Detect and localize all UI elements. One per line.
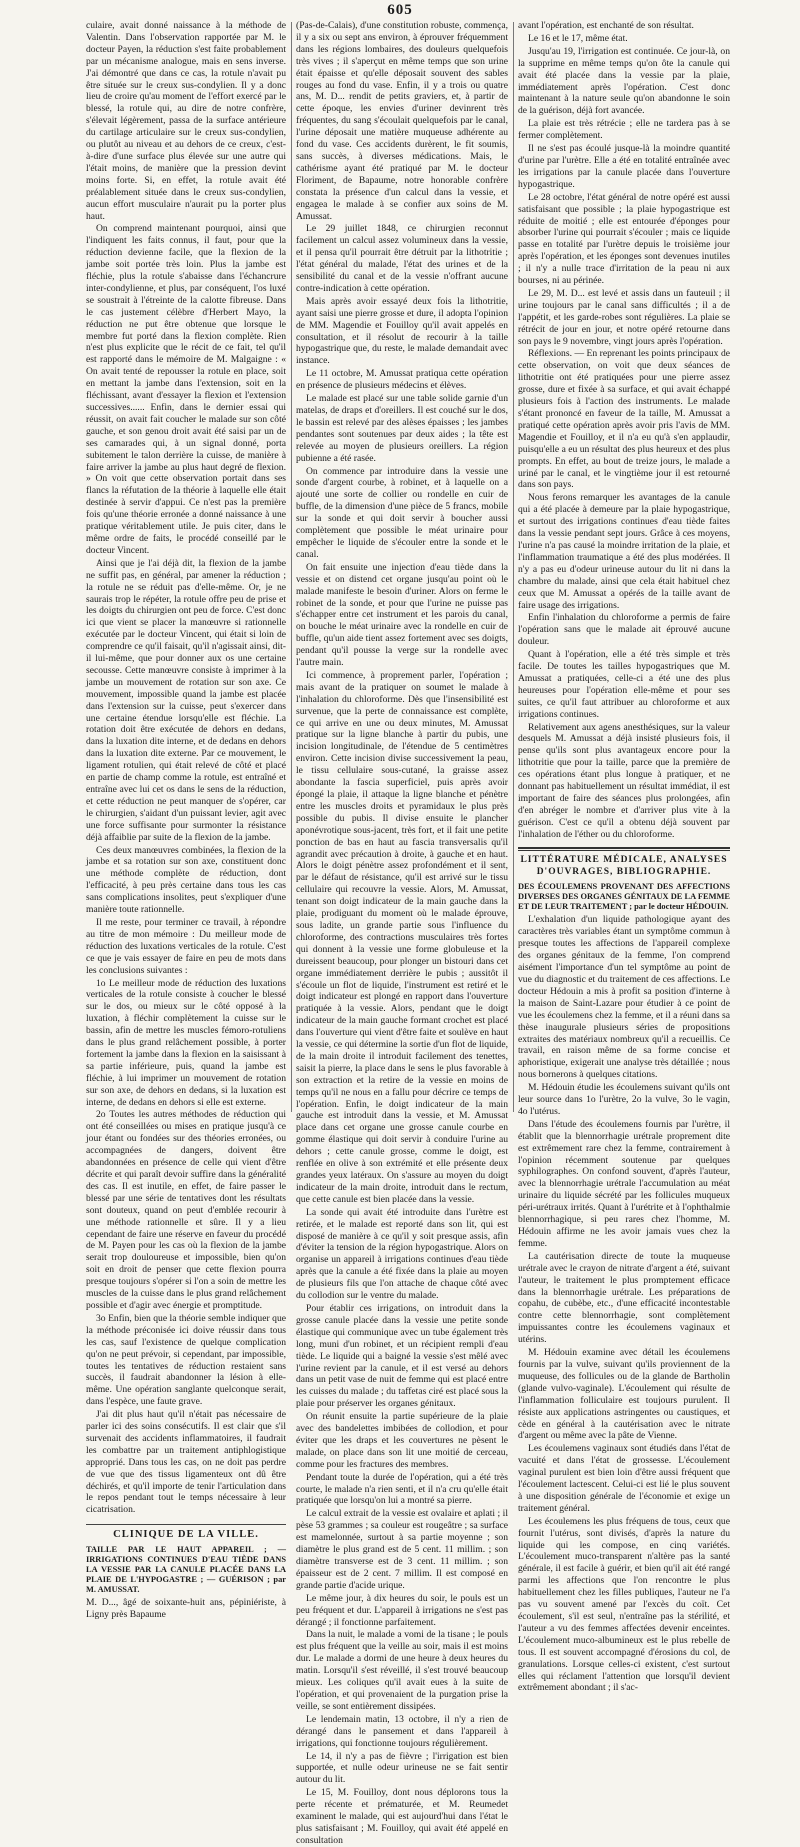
section-title: CLINIQUE DE LA VILLE. (86, 1524, 286, 1541)
column-2-body (296, 20, 508, 1847)
paragraph: Pendant toute la durée de l'opération, qui a été très courte, le malade n'a rien senti, et il n'a cru qu'elle était pratiquée que lorsqu'on lui a montré sa pierre. (296, 1471, 508, 1507)
column-3 (518, 20, 730, 1694)
paragraph: Le 11 octobre, M. Amussat pratiqua cette opération en présence de plusieurs médecins et élèves. (296, 368, 508, 392)
column-1-body (86, 20, 286, 1516)
paragraph: Le 16 et le 17, même état. (528, 32, 628, 44)
paragraph: Le 28 octobre, l'état général de notre opéré est aussi satisfaisant que possible ; la plaie hypogastrique est réduite de moitié ; elle est entourée d'éponges pour absorber l'urine qui pourrait s'écouler ; mais ce liquide passe en totalité par l'urètre depuis le troisième jour après l'opération, et les éponges sont devenues inutiles ; il n'y a nulle trace d'irritation de la peau ni aux bourses, ni au périnée. (518, 191, 730, 287)
paragraph: Le 29, M. D... est levé et assis dans un fauteuil ; il urine toujours par le canal sans difficultés ; il a de l'appétit, et les garde-robes sont régulières. La plaie se rétrécit de jour en jour, et notre opéré retourne dans son pays le 9 novembre, vingt jours après l'opération. (518, 287, 730, 347)
literature-body (518, 914, 730, 1694)
paragraph: Quant à l'opération, elle a été très simple et très facile. De toutes les tailles hypogastriques que M. Amussat a pratiquées, celle-ci a été une des plus heureuses pour l'opération elle-même et pour ses suites, ce qu'il faut attribuer au chloroforme et aux irrigations continues. (518, 649, 730, 720)
paragraph: Pour établir ces irrigations, on introduit dans la grosse canule placée dans la vessie une petite sonde élastique qui communique avec un tube également très long, muni d'un robinet, et un récipient rempli d'eau tiède. Le liquide qui a baigné la vessie s'est mêlé avec l'urine revient par la canule, et il est versé au dehors dans un petit vase de nuit de femme qui est placé entre les cuisses du malade ; du taffetas ciré est placé sous la plaie pour préserver les organes génitaux. (296, 1302, 508, 1410)
paragraph: Le 29 juillet 1848, ce chirurgien reconnut facilement un calcul assez volumineux dans la vessie, et il pensa qu'il pourrait être détruit par la lithotritie ; l'état général du malade, l'état des urines et de la sensibilité du canal et de la vessie n'offrant aucune contre-indication à cette opération. (296, 223, 508, 294)
paragraph: J'ai dit plus haut qu'il n'était pas nécessaire de parler ici des soins consécutifs. Il est clair que s'il survenait des accidents inflammatoires, il faudrait les combattre par un traitement antiphlogistique approprié. Dans tous les cas, on ne doit pas perdre de vue que des tissus ligamenteux ont dû être déchirés, et qu'il importe de tenir l'articulation dans le repos pendant tout le temps nécessaire à leur cicatrisation. (86, 1409, 286, 1516)
column-1 (86, 20, 286, 1621)
paragraph: La cautérisation directe de toute la muqueuse urétrale avec le crayon de nitrate d'argent a été, suivant l'auteur, le traitement le plus promptement efficace dans la blennorrhagie urétrale. Les préparations de copahu, de cubèbe, etc., d'une efficacité incontestable contre cette blennorrhagie, sont complètement impuissantes contre les écoulemens vaginaux et utérins. (518, 1250, 730, 1346)
paragraph: 2o Toutes les autres méthodes de réduction qui ont été conseillées ou mises en pratique jusqu'à ce jour étant ou fondées sur des théories erronées, ou accompagnées de dangers, doivent être abandonnées en présence de celle qui vient d'être décrite et qui paraît devoir suffire dans la généralité des cas. Il est inutile, en effet, de faire passer le blessé par une série de tentatives dont les résultats sont douteux, quand on peut d'emblée recourir à une méthode rationnelle et sûre. Il y a lieu cependant de faire une réserve en faveur du procédé de M. Payen pour les cas où la flexion de la jambe serait trop douloureuse et impossible, bien qu'on soit en droit de penser que cette flexion pourra presque toujours s'opérer si l'on a soin de mettre les muscles de la cuisse dans le plus grand relâchement possible et d'agir avec énergie et promptitude. (86, 1109, 286, 1311)
paragraph: On commence par introduire dans la vessie une sonde d'argent courbe, à robinet, et à laquelle on a ajouté une sorte de collier ou rondelle en cuir de buffle, de la dimension d'une pièce de 5 francs, mobile sur la sonde et qui doit servir à boucher aussi complètement que possible le méat urinaire pour empêcher le liquide de s'écouler entre la sonde et le canal. (296, 465, 508, 560)
paragraph: Le 15, M. Fouilloy, dont nous déplorons tous la perte récente et prématurée, et M. Reumedet examinent le malade, qui est aujourd'hui dans l'état le plus satisfaisant ; M. Fouilloy, qui avait été appelé en consultation (296, 1787, 508, 1846)
paragraph: M. Hédouin étudie les écoulemens suivant qu'ils ont leur source dans 1o l'urètre, 2o la vulve, 3o le vagin, 4o l'utérus. (518, 1082, 730, 1117)
paragraph: Nous ferons remarquer les avantages de la canule qui a été placée à demeure par la plaie hypogastrique, et surtout des irrigations continues d'eau tiède faites dans la vessie pendant sept jours. Grâce à ces moyens, l'urine n'a pas causé la moindre irritation de la plaie, et l'inflammation traumatique a été des plus modérées. Il n'y a pas eu d'odeur urineuse autour du lit ni dans la chambre du malade, ainsi que cela était habituel chez ceux que M. Amussat a opérés de la taille avant de faire usage des irrigations. (518, 492, 730, 611)
paragraph: (Pas-de-Calais), d'une constitution robuste, commença, il y a six ou sept ans environ, à éprouver fréquemment dans les régions lombaires, des douleurs quelquefois très vives ; il s'aperçut en même temps que son urine était épaisse et qu'elle déposait souvent des sables rouges au fond du vase. Enfin, il y a trois ou quatre ans, M. D... rendit de petits graviers, et, à partir de cette époque, les envies d'uriner devinrent très fréquentes, du sang s'écoulait quelquefois par le canal, l'urine déposait une matière muqueuse adhérente au fond du vase. Ces accidents durèrent, le fit soumis, sans succès, à diverses médications. Mais, le cathérisme ayant été pratiqué par M. le docteur Floriment, de Bapaume, notre honorable confrère constata la présence d'un calcul dans la vessie, et engagea le malade à se confier aux soins de M. Amussat. (296, 20, 508, 222)
paragraph: Jusqu'au 19, l'irrigation est continuée. Ce jour-là, on la supprime en même temps qu'on ôte la canule qui avait été placée dans la vessie par la plaie, immédiatement après l'opération. C'est donc maintenant à la nature seule qu'on abandonne le soin de la guérison, déjà fort avancée. (518, 45, 730, 117)
paragraph: Les écoulemens les plus fréquens de tous, ceux que fournit l'utérus, sont divisés, d'après la nature du liquide qui les compose, en cinq variétés. L'écoulement muco-transparent n'altère pas la santé générale, il est facile à guérir, et bien qu'il ait été rangé parmi les affections que l'on rencontre le plus habituellement chez les filles publiques, l'auteur ne l'a pas vu souvent amené par l'excès du coït. Cet écoulement, s'il est seul, n'entraîne pas la stérilité, et l'auteur a vu des femmes affectées devenir enceintes. L'écoulement muco-albumineux est le plus rebelle de tous. Il est souvent accompagné d'érosions du col, de granulations. Lorsque celles-ci existent, c'est surtout elles qui réclament l'attention que lorsqu'il devient extrêmement abondant ; il s'ac- (518, 1515, 730, 1694)
page-number: 605 (387, 2, 413, 18)
paragraph: Enfin l'inhalation du chloroforme a permis de faire l'opération sans que le malade ait éprouvé aucune douleur. (518, 612, 730, 648)
column-divider (291, 22, 292, 1112)
paragraph: On comprend maintenant pourquoi, ainsi que l'indiquent les faits connus, il faut, pour que la réduction devienne facile, que la flexion de la jambe soit portée très loin. Plus la jambe est fléchie, plus la rotule s'abaisse dans l'échancrure inter-condylienne, et plus, par conséquent, l'os luxé se soustrait à l'étreinte de la calotte fibreuse. Dans le cas justement célèbre d'Herbert Mayo, la réduction ne put être obtenue que lorsque le membre fut porté dans la flexion complète. Rien n'est plus explicite que le récit de ce fait, tel qu'il est rapporté dans le mémoire de M. Malgaigne : « On avait tenté de repousser la rotule en place, soit en mettant la jambe dans l'extension, soit en la fléchissant, avant d'essayer la flexion et l'extension successives...... Enfin, dans le dernier essai qui réussit, on avait fait coucher le malade sur son côté gauche, et son genou droit avait été saisi par un de ses camarades qui, à un signal donné, porta subitement le talon derrière la cuisse, de manière à faire arriver la jambe au plus haut degré de flexion. » On voit que cette observation portait dans ses flancs la réfutation de la théorie à laquelle elle était destinée à servir d'appui. Ce n'est pas la première fois qu'une théorie erronée a donné naissance à une pratique véritablement utile. Je puis citer, dans le même ordre de faits, le procédé conseillé par le docteur Vincent. (86, 223, 286, 556)
paragraph: Il me reste, pour terminer ce travail, à répondre au titre de mon mémoire : Du meilleur mode de réduction des luxations verticales de la rotule. C'est ce que je vais essayer de faire en peu de mots dans les conclusions suivantes : (86, 916, 286, 976)
paragraph: Le calcul extrait de la vessie est ovalaire et aplati ; il pèse 53 grammes ; sa couleur est rougeâtre ; sa surface est mamelonnée, surtout à sa partie moyenne ; son diamètre le plus grand est de 5 cent. 11 millim. ; son diamètre transverse est de 3 cent. 11 millim. ; son épaisseur est de 2 cent. 7 millim. Il est composé en grande partie d'acide urique. (296, 1508, 508, 1591)
column-2 (296, 20, 508, 1846)
paragraph: 1o Le meilleur mode de réduction des luxations verticales de la rotule consiste à coucher le blessé sur le dos, ou mieux sur le côté opposé à la luxation, à fléchir complètement la cuisse sur le bassin, afin de mettre les muscles fémoro-rotuliens dans le plus grand relâchement possible, à porter fortement la jambe dans la flexion en la saisissant à sa partie inférieure, puis, quand la jambe est fléchie, à lui imprimer un mouvement de rotation sur son axe, de dehors en dedans, si la luxation est interne, de dedans en dehors si elle est externe. (86, 977, 286, 1108)
paragraph: Le même jour, à dix heures du soir, le pouls est un peu fréquent et dur. L'appareil à irrigations ne s'est pas dérangé ; il fonctionne parfaitement. (296, 1592, 508, 1628)
section-rule (518, 847, 730, 851)
paragraph: culaire, avait donné naissance à la méthode de Valentin. Dans l'observation rapportée par M. le docteur Payen, la réduction s'est faite probablement par un mécanisme analogue, mais en sens inverse. J'ai démontré que dans ce cas, la rotule n'avait pu être située sur le creux sus-condylien. Il y a donc lieu de croire qu'au moment de l'effort exercé par le blessé, la rotule qui, au dire de notre confrère, s'élevait légèrement, passa de la surface antérieure du cartilage articulaire sur le creux sus-condylien, ou plutôt au niveau et au dehors de ce creux, c'est-à-dire d'une surface plus élevée sur une autre qui l'était moins, de manière que la pression devint moins forte. Si, en effet, la rotule avait été préalablement située dans le creux sus-condylien, aucun effort musculaire n'aurait pu la porter plus haut. (86, 20, 286, 222)
paragraph: La sonde qui avait été introduite dans l'urètre est retirée, et le malade est reporté dans son lit, qui est disposé de manière à ce qu'il y soit presque assis, afin d'éviter la tension de la région hypogastrique. Alors on organise un appareil à irrigations continues d'eau tiède après que la canule a été fixée dans la plaie au moyen de plusieurs fils que l'on attache de chaque côté avec du collodion sur le ventre du malade. (296, 1206, 508, 1302)
paragraph: Mais après avoir essayé deux fois la lithotritie, ayant saisi une pierre grosse et dure, il adopta l'opinion de MM. Magendie et Fouilloy qu'il avait appelés en consultation, et il résolut de recourir à la taille hypogastrique que, du reste, le malade demandait avec instance. (296, 295, 508, 367)
paragraph: Relativement aux agens anesthésiques, sur la valeur desquels M. Amussat a déjà insisté plusieurs fois, il pense qu'ils sont plus avantageux encore pour la lithotritie que pour la taille, parce que la première de ces opérations étant plus longue à pratiquer, et ne donnant pas habituellement un résultat immédiat, il est important de faire des séances plus prolongées, afin d'en abréger le nombre et d'arriver plus vite à la guérison. C'est ce qu'il a obtenu déjà souvent par l'inhalation de l'éther ou du chloroforme. (518, 721, 730, 840)
paragraph: Ainsi que je l'ai déjà dit, la flexion de la jambe ne suffit pas, en général, par amener la réduction ; la rotule ne se réduit pas d'elle-même. Or, je ne saurais trop le répéter, la rotule offre peu de prise et les doigts du chirurgien ont peu de force. C'est donc ici que vient se placer la manœuvre si rationnelle exécutée par le docteur Vincent, qui était si loin de comprendre ce qu'il faisait, qu'il n'agissait ainsi, dit-il lui-même, que pour donner aux os une certaine secousse. Cette manœuvre consiste à imprimer à la jambe un mouvement de rotation sur son axe. Ce mouvement, impossible quand la jambe est placée dans l'extension sur la cuisse, peut s'exercer dans une certaine étendue lorsqu'elle est fléchie. La rotation doit être exécutée de dehors en dedans, dans la luxation dite interne, et de dedans en dehors dans la luxation dite externe. Par ce mouvement, le ligament rotulien, qui était relevé de côté et placé en partie de champ comme la rotule, est entraîné et entraîne avec lui cet os dans le sens de la réduction, et cette réduction ne peut manquer de s'opérer, car le chirurgien, s'aidant d'un puissant levier, agit avec une force suffisante pour surmonter la résistance déjà affaiblie par suite de la flexion de la jambe. (86, 557, 286, 843)
paragraph: On réunit ensuite la partie supérieure de la plaie avec des bandelettes imbibées de collodion, et pour éviter que les draps et les couvertures ne pèsent le malade, on place dans son lit une moitié de cerceau, comme pour les fractures des membres. (296, 1411, 508, 1470)
paragraph: Réflexions. — En reprenant les points principaux de cette observation, on voit que deux séances de lithotritie ont été pratiquées pour une pierre assez grosse, dure et fixée à sa surface, et qui avait échappé plusieurs fois à l'action des instruments. Le malade s'étant prononcé en faveur de la taille, M. Amussat a pratiqué cette opération après avoir pris l'avis de MM. Magendie et Fouilloy, et il n'a eu qu'à s'en applaudir, puisqu'elle a eu un résultat des plus heureux et des plus prompts. En effet, au bout de treize jours, le malade a uriné par le canal, et le vingtième jour il est retourné dans son pays. (518, 348, 730, 491)
paragraph: La plaie est très rétrécie ; elle ne tardera pas à se fermer complètement. (518, 118, 730, 142)
paragraph: On fait ensuite une injection d'eau tiède dans la vessie et on distend cet organe jusqu'au point où le malade manifeste le besoin d'uriner. Alors on ferme le robinet de la sonde, et pour que l'urine ne puisse pas s'échapper entre cet instrument et les parois du canal, on bouche le méat urinaire avec la rondelle en cuir de buffle, qu'un aide tient assez fortement avec ses doigts, pendant qu'il pousse la verge sur la rondelle avec l'autre main. (296, 561, 508, 669)
article-line: M. D..., âgé de soixante-huit ans, pépiniériste, à Ligny près Bapaume (86, 1597, 286, 1621)
paragraph: Le malade est placé sur une table solide garnie d'un matelas, de draps et d'oreillers. Il est couché sur le dos, le bassin est relevé par des alèses épaisses ; les jambes pendantes sont soutenues par deux aides ; la tête est relevée au moyen de plusieurs oreillers. La région pubienne a été rasée. (296, 393, 508, 464)
paragraph: Dans l'étude des écoulemens fournis par l'urètre, il établit que la blennorrhagie urétrale proprement dite est extrêmement rare chez la femme, contrairement à l'opinion récemment soutenue par quelques syphilographes. On confond souvent, d'après l'auteur, avec la blennorrhagie urétrale l'accumulation au méat urinaire du liquide sécrété par les follicules muqueux péri-urétraux irrités. Quant à l'urétrite et à l'ophthalmie blennorrhagique, si peu rares chez l'homme, M. Hédouin affirme ne les avoir jamais vues chez la femme. (518, 1118, 730, 1249)
column-3-body (518, 20, 730, 841)
paragraph: Il ne s'est pas écoulé jusque-là la moindre quantité d'urine par l'urètre. Elle a été en totalité entraînée avec les irrigations par la canule placée dans l'ouverture hypogastrique. (518, 143, 730, 190)
paragraph: avant l'opération, est enchanté de son résultat. (518, 20, 694, 31)
paragraph: 3o Enfin, bien que la théorie semble indiquer que la méthode préconisée ici doive réussir dans tous les cas, sauf l'existence de quelque complication qu'on ne peut prévoir, si cependant, par impossible, toutes les tentatives de réduction restaient sans succès, il faudrait abandonner la lésion à elle-même. Une opération sanglante quelconque serait, dans l'espèce, une faute grave. (86, 1312, 286, 1408)
paragraph: Le lendemain matin, 13 octobre, il n'y a rien de dérangé dans le pansement et dans l'appareil à irrigations, qui fonctionne toujours régulièrement. (296, 1713, 508, 1749)
paragraph: Les écoulemens vaginaux sont étudiés dans l'état de vacuité et dans l'état de grossesse. L'écoulement vaginal purulent est bien loin d'être aussi fréquent que l'écoulement lactescent. Celui-ci est lié le plus souvent à une disposition générale de l'économie et exige un traitement général. (518, 1443, 730, 1514)
column-divider (513, 22, 514, 1112)
paragraph: Ces deux manœuvres combinées, la flexion de la jambe et sa rotation sur son axe, constituent donc une méthode complète de réduction, dont l'efficacité, à peu près certaine dans tous les cas sans complications insolites, peut s'expliquer d'une manière toute rationnelle. (86, 844, 286, 916)
paragraph: M. Hédouin examine avec détail les écoulemens fournis par la vulve, suivant qu'ils proviennent de la muqueuse, des follicules ou de la glande de Bartholin (glande vulvo-vaginale). L'écoulement qui résulte de l'inflammation folliculaire est toujours purulent. Il résiste aux applications astringentes ou caustiques, et cède en général à la cautérisation avec le nitrate d'argent ou même avec la pâte de Vienne. (518, 1347, 730, 1442)
paragraph: Dans la nuit, le malade a vomi de la tisane ; le pouls est plus fréquent que la veille au soir, mais il est moins dur. Le malade a dormi de une heure à deux heures du matin. Lorsqu'il s'est réveillé, il s'est trouvé beaucoup mieux. Les coliques qu'il avait eues à la suite de l'opération, et qui provenaient de la purgation prise la veille, se sont entièrement dissipées. (296, 1629, 508, 1712)
paragraph: L'exhalation d'un liquide pathologique ayant des caractères très variables étant un symptôme commun à presque toutes les affections de l'appareil complexe des organes génitaux de la femme, l'on comprend aisément l'importance d'un tel symptôme au point de vue du diagnostic et du traitement de ces affections. Le docteur Hédouin a mis à profit sa position d'interne à la maison de Saint-Lazare pour étudier à ce point de vue les écoulemens chez la femme, et il a réuni dans sa thèse inaugurale plusieurs séries de propositions extraites des matériaux nombreux qu'il a recueillis. Ce travail, en raison même de sa forme concise et aphoristique, exigerait une analyse très détaillée ; nous nous bornerons à quelques citations. (518, 914, 730, 1081)
section-subtitle: TAILLE PAR LE HAUT APPAREIL ; — IRRIGATIONS CONTINUES D'EAU TIÈDE DANS LA VESSIE PAR LA CANULE PLACÉE DANS LA PLAIE DE L'HYPOGASTRE ; — GUÉRISON ; par M. AMUSSAT. (86, 1545, 286, 1595)
paragraph: Le 14, il n'y a pas de fièvre ; l'irrigation est bien supportée, et nulle odeur urineuse ne se fait sentir autour du lit. (296, 1750, 508, 1786)
literature-title: LITTÉRATURE MÉDICALE, ANALYSES D'OUVRAGES, BIBLIOGRAPHIE. (520, 854, 728, 877)
literature-subtitle: DES ÉCOULEMENS PROVENANT DES AFFECTIONS DIVERSES DES ORGANES GÉNITAUX DE LA FEMME ET DE LEUR TRAITEMENT ; par le docteur HÉDOUIN. (518, 882, 730, 912)
paragraph: Ici commence, à proprement parler, l'opération ; mais avant de la pratiquer on soumet le malade à l'inhalation du chloroforme. Dès que l'insensibilité est survenue, que la perte de connaissance est complète, ce qui arrive en une ou deux minutes, M. Amussat pratique sur la ligne blanche à partir du pubis, une incision longitudinale, de l'étendue de 5 centimètres environ. Cette incision divise successivement la peau, le tissu cellulaire sous-cutané, la graisse assez abondante la fascia superficiel, puis après avoir épongé la plaie, il attaque la ligne blanche et pénètre entre les muscles droits et pyramidaux le plus près possible du pubis. Il divise ensuite le plancher aponévrotique sous-jacent, très fort, et il fait une petite ponction de bas en haut au fascia transversalis qu'il agrandit avec précaution à droite, à gauche et en haut. Alors le doigt pénètre assez profondément et il sent, par le défaut de résistance, qu'il est arrivé sur le tissu cellulaire qui recouvre la vessie. Alors, M. Amussat, tenant son doigt indicateur de la main gauche dans la plaie, prodiguant du moment où le malade éprouve, sous ladite, un grande partie sous l'influence du chloroforme, des contractions musculaires très fortes qui donnent à la vessie une forme globuleuse et la dureissent beaucoup, pour plonger un bistouri dans cet organe immédiatement derrière le pubis ; aussitôt il s'écoule un flot de liquide, l'instrument est retiré et le doigt indicateur est plongé en rapport dans l'ouverture pratiquée à la vessie. Alors, pendant que le doigt indicateur de la main gauche formant crochet est placé dans l'ouverture qui vient d'être faite et soulève en haut la vessie, ce qui détermine la sortie d'un flot de liquide, de la main droite il introduit facilement des tenettes, saisit la pierre, la place dans le sens le plus favorable à son extraction et la retire de la vessie en moins de temps qu'il ne nous en a fallu pour décrire ce temps de l'opération. Enfin, le doigt indicateur de la main gauche est introduit dans la vessie, et M. Amussat place dans cet organe une grosse canule courbe en gomme élastique qui doit servir à conduire l'urine au dehors ; cette canule grosse, comme le doigt, est renflée en olive à son extrémité et elle présente deux grandes yeux latéraux. On s'assure au moyen du doigt indicateur de la main droite, introduit dans le rectum, que cette canule est bien placée dans la vessie. (296, 669, 508, 1205)
